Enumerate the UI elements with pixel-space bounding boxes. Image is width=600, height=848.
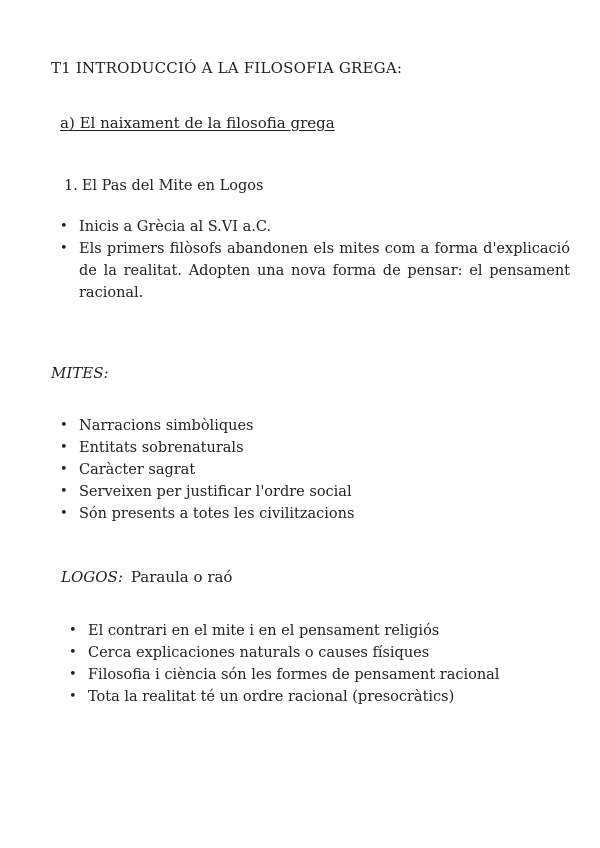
- logos-bullet-list: [69, 620, 499, 708]
- bullet-icon: •: [60, 440, 68, 455]
- logos-line: [61, 568, 232, 586]
- list-item: [60, 503, 354, 525]
- list-item: [60, 238, 570, 304]
- section1-bullet-list: [60, 216, 570, 304]
- heading-text: El Pas del Mite en Logos: [81, 178, 264, 194]
- list-item: [69, 620, 499, 642]
- mites-heading: MITES:: [51, 364, 109, 382]
- bullet-icon: •: [69, 689, 77, 704]
- bullet-icon: •: [69, 623, 77, 638]
- logos-heading: LOGOS:: [61, 568, 123, 586]
- bullet-icon: •: [60, 484, 68, 499]
- document-title: T1 INTRODUCCIÓ A LA FILOSOFIA GREGA:: [51, 59, 403, 77]
- list-item-text: El contrari en el mite i en el pensament religiós: [88, 623, 440, 639]
- list-item-text: Els primers filòsofs abandonen els mites com a forma d'explicació de la realitat. Adopten una nova forma de pensar: el pensament racional.: [79, 241, 570, 301]
- list-item: [60, 437, 354, 459]
- bullet-icon: •: [60, 506, 68, 521]
- bullet-icon: •: [60, 219, 68, 234]
- list-item: [60, 216, 570, 238]
- list-item-text: Caràcter sagrat: [79, 462, 196, 478]
- list-item-text: Tota la realitat té un ordre racional (presocràtics): [88, 689, 455, 705]
- list-item-text: Entitats sobrenaturals: [79, 440, 244, 456]
- bullet-icon: •: [69, 667, 77, 682]
- numbered-heading: [64, 178, 263, 194]
- heading-number: 1.: [64, 178, 78, 194]
- logos-definition: Paraula o raó: [130, 568, 233, 586]
- list-item-text: Inicis a Grècia al S.VI a.C.: [79, 219, 272, 235]
- bullet-icon: •: [60, 462, 68, 477]
- list-item: [60, 459, 354, 481]
- list-item-text: Narracions simbòliques: [79, 418, 254, 434]
- list-item: [69, 686, 499, 708]
- mites-bullet-list: [60, 415, 354, 525]
- list-item-text: Cerca explicaciones naturals o causes físiques: [88, 645, 430, 661]
- bullet-icon: •: [60, 241, 68, 256]
- list-item: [69, 642, 499, 664]
- list-item-text: Filosofia i ciència són les formes de pensament racional: [88, 667, 500, 683]
- list-item: [60, 415, 354, 437]
- list-item-text: Serveixen per justificar l'ordre social: [79, 484, 352, 500]
- list-item: [60, 481, 354, 503]
- section-subtitle: a) El naixament de la filosofia grega: [60, 114, 335, 132]
- list-item: [69, 664, 499, 686]
- bullet-icon: •: [69, 645, 77, 660]
- bullet-icon: •: [60, 418, 68, 433]
- list-item-text: Són presents a totes les civilitzacions: [79, 506, 355, 522]
